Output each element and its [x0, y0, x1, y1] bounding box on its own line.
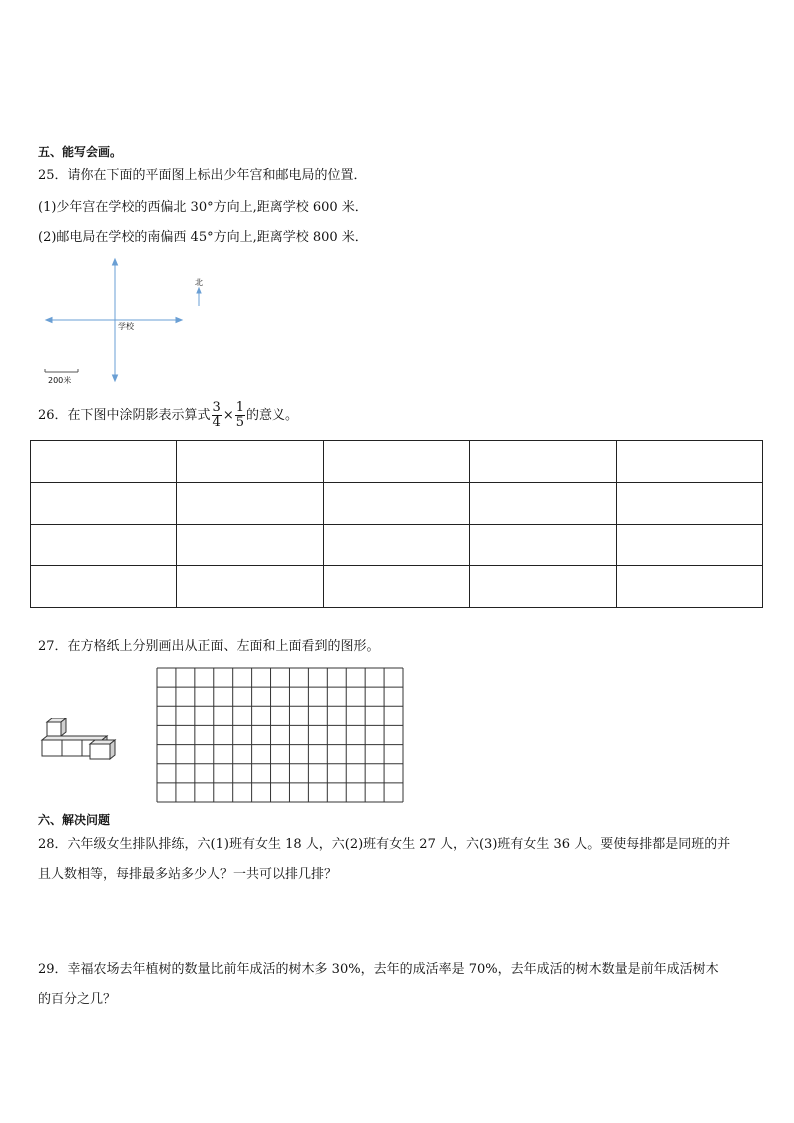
q26-grid-cell[interactable]: [470, 566, 616, 608]
q26-grid-cell[interactable]: [470, 524, 616, 566]
q26-grid-cell[interactable]: [177, 482, 323, 524]
north-arrowhead: [113, 259, 118, 265]
map-center-label: 学校: [118, 322, 134, 331]
north-indicator-arrowhead: [197, 288, 201, 293]
q26-grid-cell[interactable]: [323, 482, 469, 524]
q26-grid-cell[interactable]: [616, 524, 762, 566]
q26-grid-cell[interactable]: [470, 441, 616, 483]
map-north-label: 北: [195, 278, 203, 287]
q26-prefix: 26．在下图中涂阴影表示算式: [38, 407, 211, 423]
cubes: [42, 718, 115, 759]
q26-fraction-2: [235, 401, 245, 430]
q26-grid-cell[interactable]: [177, 566, 323, 608]
q26-grid-cell[interactable]: [31, 566, 177, 608]
q26-grid-cell[interactable]: [31, 524, 177, 566]
q26-stem: [38, 401, 298, 430]
q26-grid-cell[interactable]: [323, 524, 469, 566]
q26-grid-row: [31, 482, 763, 524]
q26-grid-cell[interactable]: [470, 482, 616, 524]
q26-fraction-2-numerator: 1: [235, 400, 245, 415]
q26-fraction-2-denominator: 5: [235, 415, 245, 430]
section-6-title: 六、解决问题: [38, 813, 111, 827]
west-arrowhead: [46, 318, 52, 323]
map-axes: [46, 259, 201, 381]
scale-bar: [45, 369, 78, 372]
q29-line-2: 的百分之几？: [38, 992, 117, 1007]
q27-square-grid-paper[interactable]: [156, 667, 404, 803]
q26-fraction-1-numerator: 3: [212, 400, 221, 415]
q26-grid-row: [31, 524, 763, 566]
q26-fraction-1-denominator: 4: [212, 415, 221, 430]
q26-grid-cell[interactable]: [323, 441, 469, 483]
q26-grid-cell[interactable]: [31, 441, 177, 483]
q26-grid-row: [31, 441, 763, 483]
map-scale-label: 200米: [48, 376, 72, 385]
section-5-title: 五、能写会画。: [38, 145, 123, 159]
q26-grid-row: [31, 566, 763, 608]
q26-operator: ×: [222, 407, 234, 423]
q28-line-2: 且人数相等，每排最多站多少人？一共可以排几排？: [38, 867, 338, 882]
q26-fraction-1: [212, 401, 222, 430]
q28-line-1: 28．六年级女生排队排练，六(1)班有女生 18 人，六(2)班有女生 27 人，六(3)班有女生 36 人。要使每排都是同班的并: [38, 837, 731, 852]
q26-grid-cell[interactable]: [323, 566, 469, 608]
q26-shading-grid[interactable]: [30, 440, 763, 608]
q25-stem: 25．请你在下面的平面图上标出少年宫和邮电局的位置．: [38, 168, 367, 183]
east-arrowhead: [176, 318, 182, 323]
q27-stem: 27．在方格纸上分别画出从正面、左面和上面看到的图形。: [38, 639, 380, 654]
cube-stack-figure: [40, 718, 120, 760]
q26-grid-cell[interactable]: [616, 441, 762, 483]
q25-item-2: (2)邮电局在学校的南偏西 45°方向上,距离学校 800 米．: [38, 230, 368, 245]
q26-grid-cell[interactable]: [616, 566, 762, 608]
q26-grid-cell[interactable]: [177, 524, 323, 566]
q26-suffix: 的意义。: [246, 407, 299, 423]
q26-grid-cell[interactable]: [177, 441, 323, 483]
q29-line-1: 29．幸福农场去年植树的数量比前年成活的树木多 30%，去年的成活率是 70%，去年成活的树木数量是前年成活树木: [38, 962, 719, 977]
q26-grid-cell[interactable]: [616, 482, 762, 524]
south-arrowhead: [113, 375, 118, 381]
q25-item-1: (1)少年宫在学校的西偏北 30°方向上,距离学校 600 米．: [38, 200, 368, 215]
q26-grid-cell[interactable]: [31, 482, 177, 524]
